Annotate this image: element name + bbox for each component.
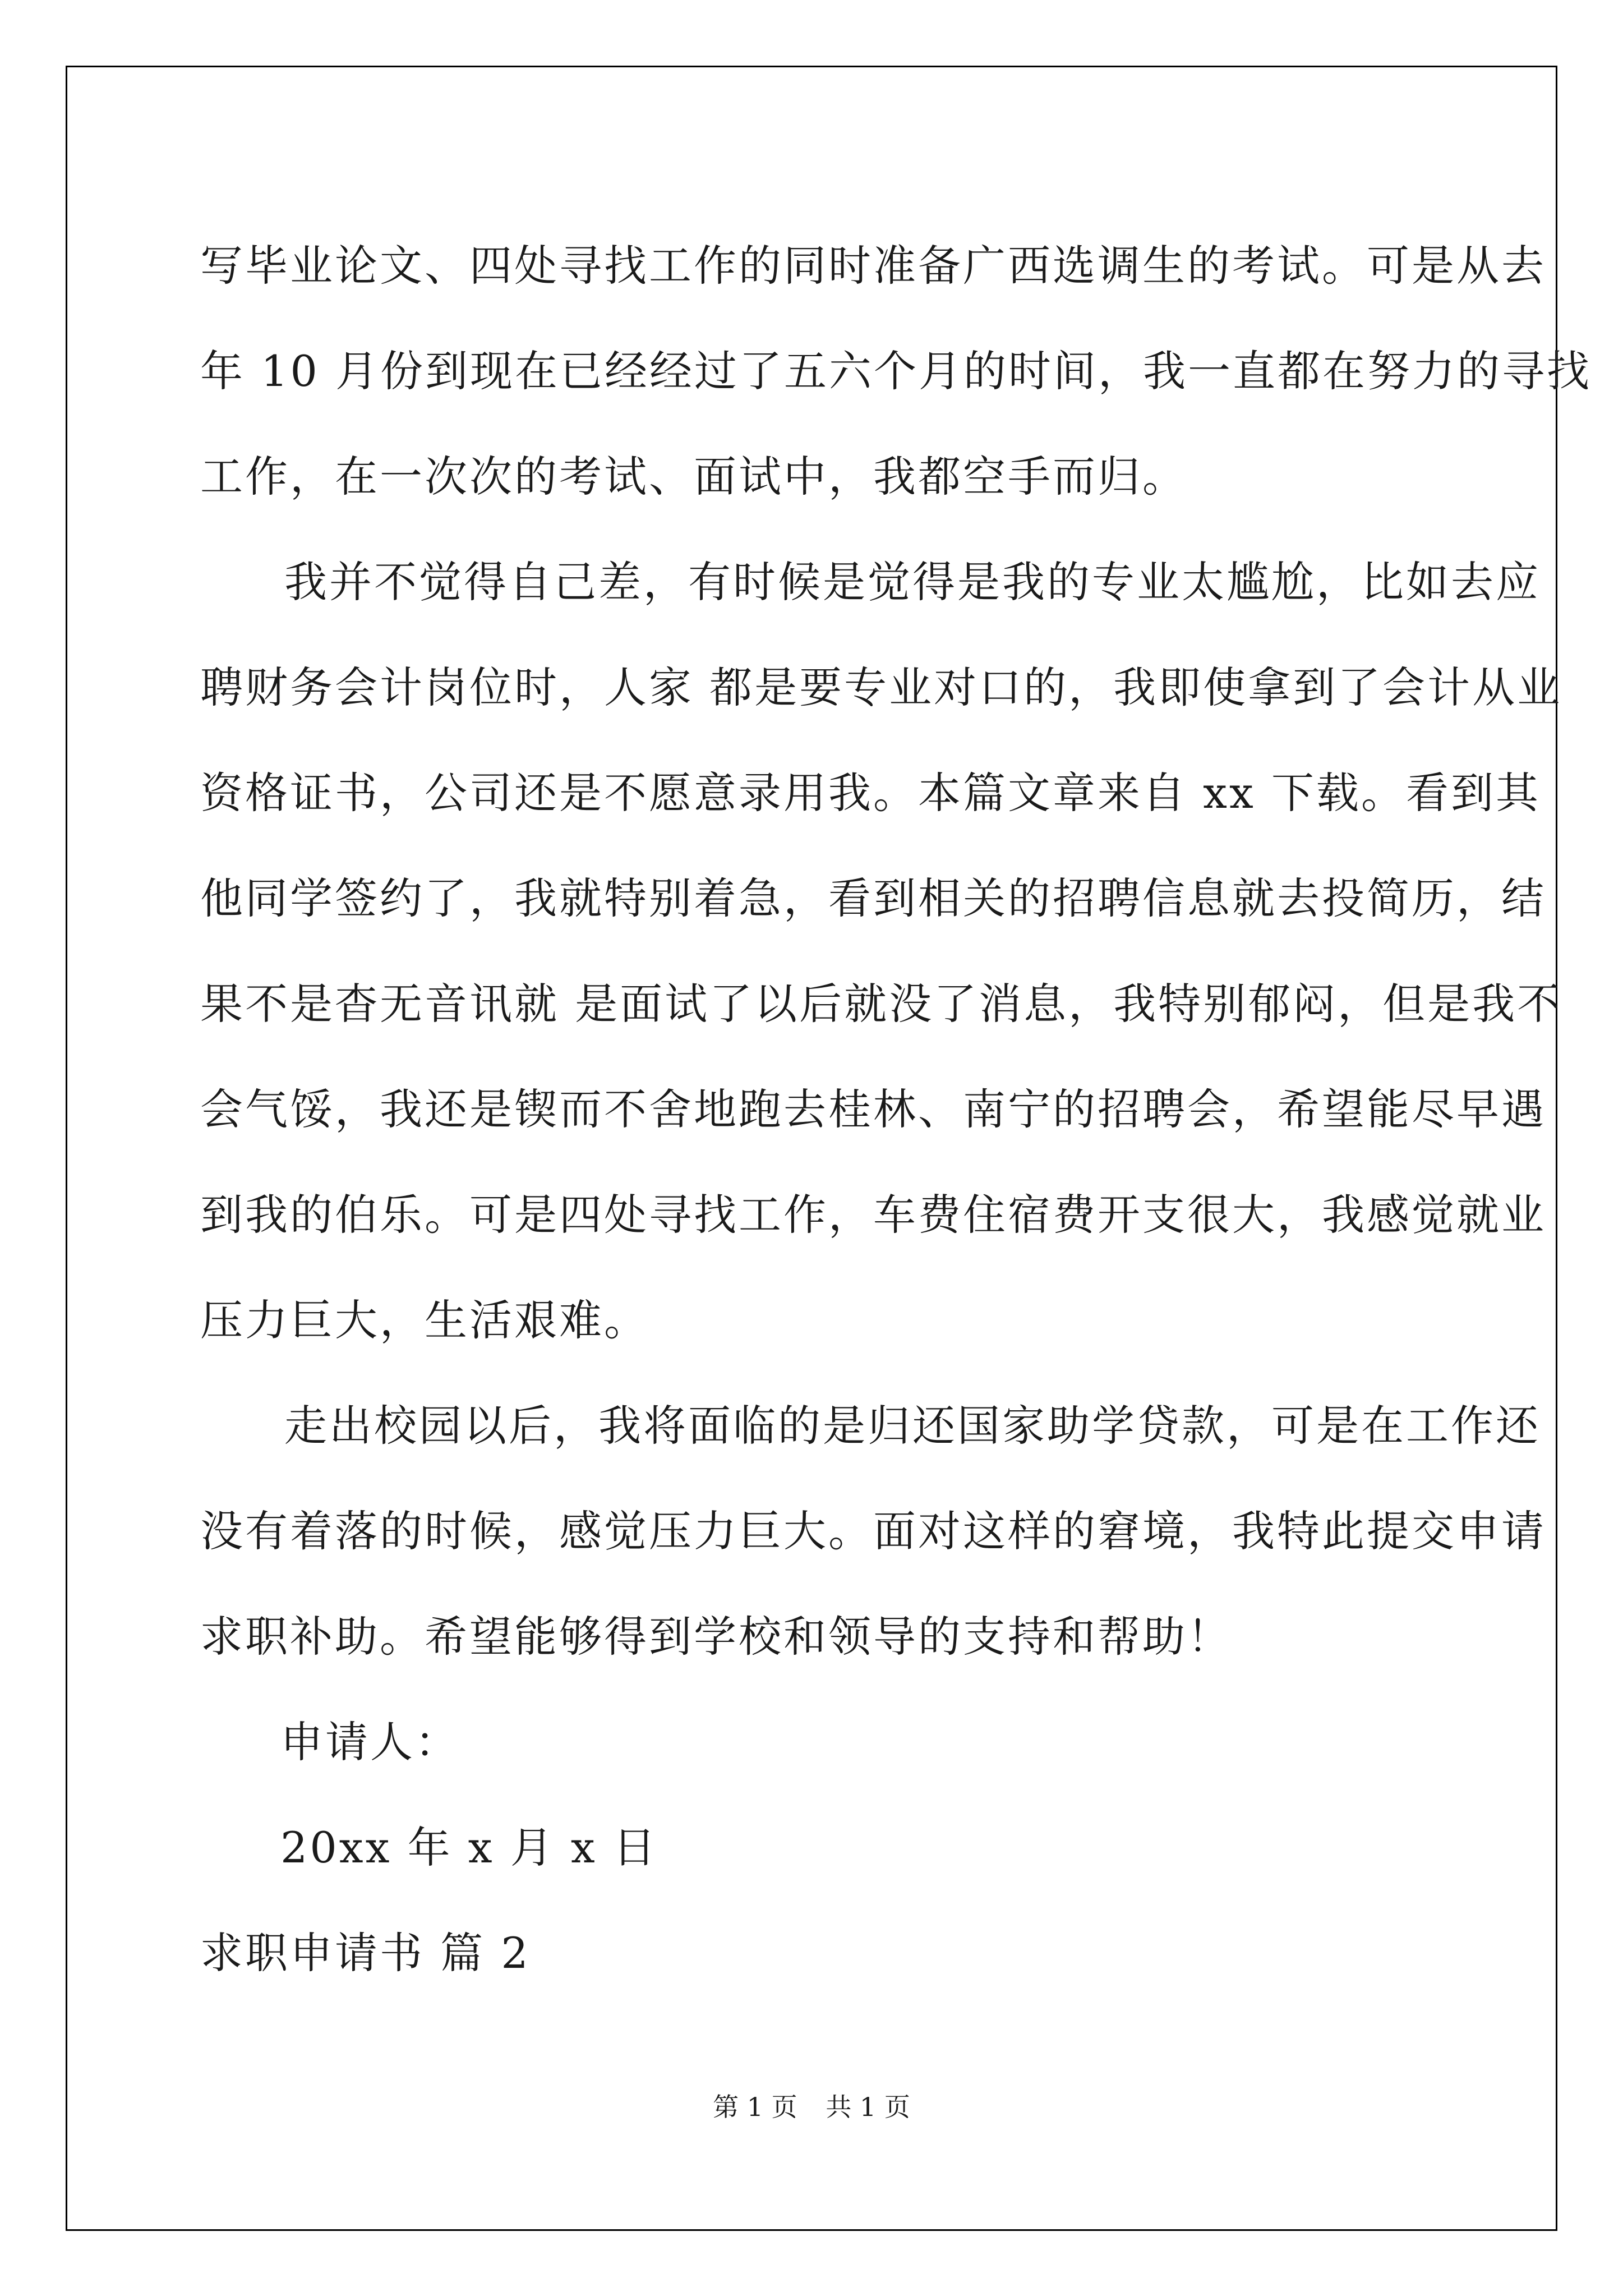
paragraph-2 xyxy=(200,530,1562,1373)
section-heading: 求职申请书 篇 2 xyxy=(200,1928,531,1978)
document-body xyxy=(200,213,1592,2006)
text-line: 工作，在一次次的考试、面试中，我都空手而归。 xyxy=(200,452,1187,501)
page-number: 第 1 页 xyxy=(713,2092,797,2122)
text-line: 压力巨大，生活艰难。 xyxy=(200,1295,649,1345)
text-line: 走出校园以后，我将面临的是归还国家助学贷款，可是在工作还 xyxy=(284,1401,1541,1451)
page-total: 共 1 页 xyxy=(826,2092,910,2122)
text-line: 聘财务会计岗位时，人家 都是要专业对口的，我即使拿到了会计从业 xyxy=(200,662,1562,712)
signature-date: 20xx 年 x 月 x 日 xyxy=(280,1823,658,1872)
text-line: 年 10 月份到现在已经经过了五六个月的时间，我一直都在努力的寻找 xyxy=(200,346,1592,396)
text-line: 资格证书，公司还是不愿意录用我。本篇文章来自 xx 下载。看到其 xyxy=(200,768,1541,818)
text-line: 求职补助。希望能够得到学校和领导的支持和帮助！ xyxy=(200,1612,1232,1662)
text-line: 没有着落的时候，感觉压力巨大。面对这样的窘境，我特此提交申请 xyxy=(200,1506,1546,1556)
paragraph-1 xyxy=(200,213,1592,530)
paragraph-3 xyxy=(200,1373,1546,1690)
text-line: 到我的伯乐。可是四处寻找工作，车费住宿费开支很大，我感觉就业 xyxy=(200,1190,1546,1240)
applicant-label: 申请人： xyxy=(280,1717,460,1767)
text-line: 写毕业论文、四处寻找工作的同时准备广西选调生的考试。可是从去 xyxy=(200,241,1546,291)
text-line: 会气馁，我还是锲而不舍地跑去桂林、南宁的招聘会，希望能尽早遇 xyxy=(200,1084,1546,1134)
text-line: 他同学签约了，我就特别着急，看到相关的招聘信息就去投简历，结 xyxy=(200,873,1546,923)
page-footer xyxy=(0,2087,1623,2124)
text-line: 我并不觉得自己差，有时候是觉得是我的专业太尴尬，比如去应 xyxy=(284,557,1541,607)
text-line: 果不是杳无音讯就 是面试了以后就没了消息，我特别郁闷，但是我不 xyxy=(200,979,1562,1029)
